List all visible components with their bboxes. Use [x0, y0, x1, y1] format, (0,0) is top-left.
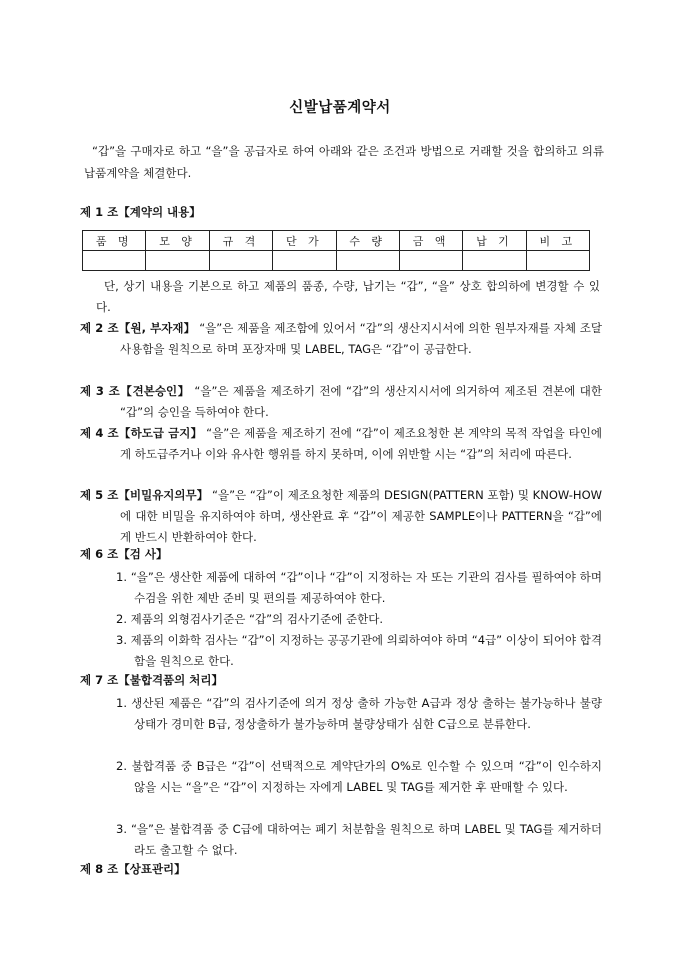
table-cell — [146, 251, 209, 271]
article-2 — [80, 318, 602, 360]
article-5 — [80, 485, 602, 548]
intro-paragraph: “갑”을 구매자로 하고 “을”을 공급자로 하여 아래와 같은 조건과 방법으로 거래할 것을 합의하고 의류납품계약을 체결한다. — [84, 144, 604, 180]
article-7-item: 2. 불합격품 중 B급은 “갑”이 선택적으로 계약단가의 O%로 인수할 수 있으며 “갑”이 인수하지 않을 시는 “을”은 “갑”이 지정하는 자에게 LABEL 및 TAG를 제거한 후 판매할 수 있다. — [116, 759, 602, 794]
table-header-cell: 납 기 — [463, 231, 526, 251]
article-6-item: 3. 제품의 이화학 검사는 “갑”이 지정하는 공공기관에 의뢰하여야 하며 “4급” 이상이 되어야 합격함을 원칙으로 한다. — [116, 633, 602, 668]
table-header-cell: 금 액 — [399, 231, 462, 251]
table-header-cell: 수 량 — [336, 231, 399, 251]
article-2-text: “을”은 제품을 제조함에 있어서 “갑”의 생산지시서에 의한 원부자재를 자체 조달 사용함을 원칙으로 하며 포장자매 및 LABEL, TAG은 “갑”이 공급한다. — [120, 321, 602, 356]
article-7-heading: 제 7 조【불합격품의 처리】 — [80, 673, 223, 687]
article-7-item: 3. “을”은 불합격품 중 C급에 대하여는 폐기 처분함을 원칙으로 하며 LABEL 및 TAG를 제거하더라도 출고할 수 없다. — [116, 822, 602, 857]
article-6-item: 1. “을”은 생산한 제품에 대하여 “갑”이나 “갑”이 지정하는 자 또는 기관의 검사를 필하여야 하며 수검을 위한 제반 준비 및 편의를 제공하여야 한다. — [116, 570, 602, 605]
article-2-label: 제 2 조【원, 부자재】 — [80, 321, 196, 335]
table-cell — [336, 251, 399, 271]
article-3-text: “을”은 제품을 제조하기 전에 “갑”의 생산지시서에 의거하여 제조된 견본에 대한 “갑”의 승인을 득하여야 한다. — [120, 384, 603, 419]
table-header-cell: 단 가 — [273, 231, 336, 251]
article-4-label: 제 4 조【하도급 금지】 — [80, 426, 203, 440]
table-header-cell: 품 명 — [83, 231, 146, 251]
table-header-row — [83, 231, 590, 251]
contract-items-table — [82, 230, 590, 271]
article-6-item: 2. 제품의 외형검사기준은 “갑”의 검사기준에 준한다. — [116, 612, 383, 626]
article-4 — [80, 423, 602, 465]
article-7-item: 1. 생산된 제품은 “갑”의 검사기준에 의거 정상 출하 가능한 A급과 정상 출하는 불가능하나 불량상태가 경미한 B급, 정상출하가 불가능하며 불량상태가 심한 C급으로 분류한다. — [116, 696, 602, 731]
article-1-note: 단, 상기 내용을 기본으로 하고 제품의 품종, 수량, 납기는 “갑”, “을” 상호 합의하에 변경할 수 있다. — [96, 279, 600, 314]
article-1-heading: 제 1 조【계약의 내용】 — [80, 205, 201, 219]
table-cell — [83, 251, 146, 271]
article-6-heading: 제 6 조【검 사】 — [80, 547, 168, 561]
table-cell — [463, 251, 526, 271]
table-header-cell: 규 격 — [209, 231, 272, 251]
article-4-text: “을”은 제품을 제조하기 전에 “갑”이 제조요청한 본 계약의 목적 작업을 타인에게 하도급주거나 이와 유사한 행위를 하지 못하며, 이에 위반할 시는 “갑”의 처리에 따른다. — [120, 426, 602, 461]
article-5-label: 제 5 조【비밀유지의무】 — [80, 488, 209, 502]
article-3 — [80, 381, 602, 423]
table-header-cell: 모 양 — [146, 231, 209, 251]
table-cell — [209, 251, 272, 271]
table-cell — [273, 251, 336, 271]
article-3-label: 제 3 조【견본승인】 — [80, 384, 190, 398]
table-cell — [526, 251, 589, 271]
table-header-cell: 비 고 — [526, 231, 589, 251]
table-cell — [399, 251, 462, 271]
article-5-text: “을”은 “갑”이 제조요청한 제품의 DESIGN(PATTERN 포함) 및 KNOW-HOW에 대한 비밀을 유지하여야 하며, 생산완료 후 “갑”이 제공한 SAMPLE이나 PATTERN을 “갑”에게 반드시 반환하여야 한다. — [120, 488, 602, 544]
article-8-heading: 제 8 조【상표관리】 — [80, 862, 186, 876]
document-title: 신발납품계약서 — [289, 100, 391, 116]
table-row — [83, 251, 590, 271]
